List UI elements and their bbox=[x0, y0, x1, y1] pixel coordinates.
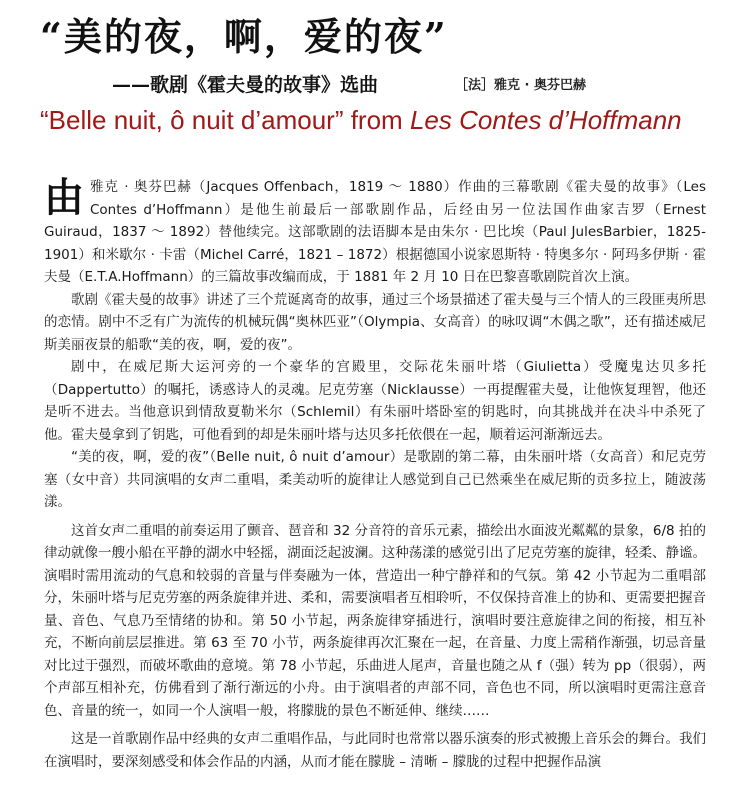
chinese-subtitle: ——歌剧《霍夫曼的故事》选曲 bbox=[112, 74, 379, 96]
paragraph-3: 剧中，在威尼斯大运河旁的一个豪华的宫殿里，交际花朱丽叶塔（Giulietta）受魔鬼达贝多托（Dappertutto）的嘱托，诱惑诗人的灵魂。尼克劳塞（Nicklausse）一再提醒霍夫曼，让他恢复理智，他还是听不进去。当他意识到情敌夏勒米尔（Schlemil）有朱丽叶塔卧室的钥匙时，向其挑战并在决斗中杀死了他。霍夫曼拿到了钥匙，可他看到的却是朱丽叶塔与达贝多托依偎在一起，顺着运河渐渐远去。 bbox=[44, 359, 706, 443]
composer-credit: ［法］雅克 · 奥芬巴赫 bbox=[455, 78, 586, 93]
english-title-main: “Belle nuit, ô nuit d’amour” from bbox=[40, 105, 410, 135]
drop-cap: 由 bbox=[44, 174, 84, 221]
chinese-title: “美的夜，啊，爱的夜” bbox=[40, 14, 448, 59]
paragraph-1 bbox=[44, 176, 706, 289]
paragraph-6: 这是一首歌剧作品中经典的女声二重唱作品，与此同时也常常以器乐演奏的形式被搬上音乐会的舞台。我们在演唱时，要深刻感受和体会作品的内涵，从而才能在朦胧 – 清晰 – 朦胧的过程中把握作品演 bbox=[44, 731, 706, 770]
paragraph-2: 歌剧《霍夫曼的故事》讲述了三个荒诞离奇的故事，通过三个场景描述了霍夫曼与三个情人的三段匪夷所思的恋情。剧中不乏有广为流传的机械玩偶“奥林匹亚”（Olympia、女高音）的咏叹调“木偶之歌”，还有描述威尼斯美丽夜景的船歌“美的夜，啊，爱的夜”。 bbox=[44, 291, 706, 353]
english-title bbox=[40, 105, 682, 136]
paragraph-1-text: 雅克 · 奥芬巴赫（Jacques Offenbach，1819 ～ 1880）作曲的三幕歌剧《霍夫曼的故事》（Les Contes d’Hoffmann）是他生前最后一部歌剧作品，后经由另一位法国作曲家吉罗（Ernest Guiraud，1837 ～ 1892）替他续完。这部歌剧的法语脚本是由朱尔 · 巴比埃（Paul JulesBarbier，1825-1901）和米歇尔 · 卡雷（Michel Carré，1821 – 1872）根据德国小说家恩斯特 · 特奥多尔 · 阿玛多伊斯 · 霍夫曼（E.T.A.Hoffmann）的三篇故事改编而成，于 1881 年 2 月 10 日在巴黎喜歌剧院首次上演。 bbox=[44, 179, 706, 285]
paragraph-4: “美的夜，啊，爱的夜”（Belle nuit, ô nuit d’amour）是歌剧的第二幕，由朱丽叶塔（女高音）和尼克劳塞（女中音）共同演唱的女声二重唱，柔美动听的旋律让人感觉到自己已然乘坐在威尼斯的贡多拉上，随波荡漾。 bbox=[44, 449, 706, 510]
english-title-opera: Les Contes d’Hoffmann bbox=[409, 105, 682, 135]
article-body bbox=[44, 176, 706, 773]
paragraph-5: 这首女声二重唱的前奏运用了颤音、琶音和 32 分音符的音乐元素，描绘出水面波光粼粼的景象，6/8 拍的律动就像一艘小船在平静的湖水中轻摇，湖面泛起波澜。这种荡漾的感觉引出了尼克劳塞的旋律，轻柔、静谧。演唱时需用流动的气息和较弱的音量与伴奏融为一体，营造出一种宁静祥和的气氛。第 42 小节起为二重唱部分，朱丽叶塔与尼克劳塞的两条旋律并进、柔和，需要演唱者互相聆听，不仅保持音准上的协和、更需要把握音量、音色、气息乃至情绪的协和。第 50 小节起，两条旋律穿插进行，演唱时要注意旋律之间的衔接，相互补充，不断向前层层推进。第 63 至 70 小节，两条旋律再次汇聚在一起，在音量、力度上需稍作渐强，切忌音量对比过于强烈，而破坏歌曲的意境。第 78 小节起，乐曲进人尾声，音量也随之从 f（强）转为 pp（很弱），两个声部互相补充，仿佛看到了渐行渐远的小舟。由于演唱者的声部不同，音色也不同，所以演唱时更需注意音色、音量的统一，如同一个人演唱一般，将朦胧的景色不断延伸、继续…… bbox=[44, 522, 706, 719]
